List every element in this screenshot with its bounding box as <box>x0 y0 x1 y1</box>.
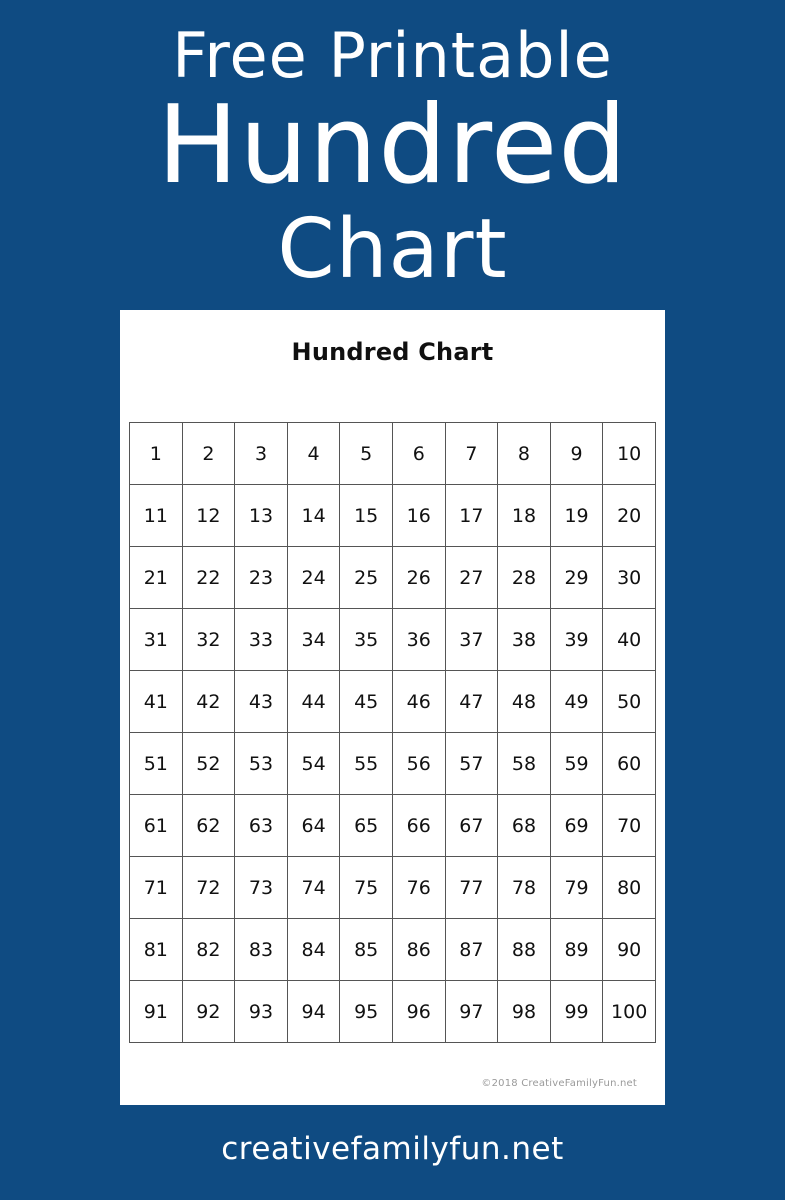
grid-cell: 87 <box>445 919 498 981</box>
grid-cell: 16 <box>392 485 445 547</box>
grid-cell: 10 <box>603 423 656 485</box>
table-row <box>130 485 656 547</box>
grid-cell: 89 <box>550 919 603 981</box>
grid-cell: 27 <box>445 547 498 609</box>
grid-cell: 53 <box>235 733 288 795</box>
table-row <box>130 671 656 733</box>
table-row <box>130 733 656 795</box>
grid-cell: 4 <box>287 423 340 485</box>
grid-cell: 80 <box>603 857 656 919</box>
grid-cell: 84 <box>287 919 340 981</box>
grid-cell: 45 <box>340 671 393 733</box>
grid-cell: 35 <box>340 609 393 671</box>
grid-cell: 6 <box>392 423 445 485</box>
grid-cell: 88 <box>498 919 551 981</box>
grid-cell: 20 <box>603 485 656 547</box>
grid-cell: 69 <box>550 795 603 857</box>
grid-cell: 34 <box>287 609 340 671</box>
grid-cell: 86 <box>392 919 445 981</box>
grid-cell: 52 <box>182 733 235 795</box>
grid-cell: 9 <box>550 423 603 485</box>
grid-cell: 99 <box>550 981 603 1043</box>
grid-cell: 75 <box>340 857 393 919</box>
table-row <box>130 423 656 485</box>
grid-cell: 23 <box>235 547 288 609</box>
grid-cell: 24 <box>287 547 340 609</box>
grid-cell: 70 <box>603 795 656 857</box>
grid-cell: 44 <box>287 671 340 733</box>
grid-cell: 79 <box>550 857 603 919</box>
grid-cell: 65 <box>340 795 393 857</box>
grid-cell: 15 <box>340 485 393 547</box>
grid-cell: 59 <box>550 733 603 795</box>
grid-cell: 12 <box>182 485 235 547</box>
grid-cell: 72 <box>182 857 235 919</box>
grid-cell: 13 <box>235 485 288 547</box>
grid-cell: 60 <box>603 733 656 795</box>
grid-cell: 25 <box>340 547 393 609</box>
table-row <box>130 547 656 609</box>
footer-website-url: creativefamilyfun.net <box>221 1131 564 1167</box>
grid-cell: 85 <box>340 919 393 981</box>
grid-cell: 8 <box>498 423 551 485</box>
grid-cell: 43 <box>235 671 288 733</box>
table-row <box>130 857 656 919</box>
grid-cell: 55 <box>340 733 393 795</box>
grid-cell: 57 <box>445 733 498 795</box>
grid-cell: 98 <box>498 981 551 1043</box>
grid-cell: 28 <box>498 547 551 609</box>
grid-cell: 11 <box>130 485 183 547</box>
hundred-chart-body <box>130 423 656 1043</box>
headline-line-hundred: Hundred <box>157 83 628 208</box>
grid-cell: 81 <box>130 919 183 981</box>
grid-cell: 26 <box>392 547 445 609</box>
grid-cell: 42 <box>182 671 235 733</box>
hundred-chart-table <box>129 422 656 1043</box>
grid-cell: 74 <box>287 857 340 919</box>
grid-cell: 76 <box>392 857 445 919</box>
table-row <box>130 919 656 981</box>
copyright-text: ©2018 CreativeFamilyFun.net <box>481 1078 637 1089</box>
grid-cell: 14 <box>287 485 340 547</box>
grid-cell: 62 <box>182 795 235 857</box>
grid-cell: 95 <box>340 981 393 1043</box>
grid-cell: 29 <box>550 547 603 609</box>
grid-cell: 96 <box>392 981 445 1043</box>
grid-cell: 5 <box>340 423 393 485</box>
grid-cell: 32 <box>182 609 235 671</box>
table-row <box>130 795 656 857</box>
grid-cell: 97 <box>445 981 498 1043</box>
headline-line-chart: Chart <box>277 202 508 297</box>
grid-cell: 17 <box>445 485 498 547</box>
grid-cell: 22 <box>182 547 235 609</box>
grid-cell: 30 <box>603 547 656 609</box>
grid-cell: 90 <box>603 919 656 981</box>
grid-cell: 58 <box>498 733 551 795</box>
grid-cell: 64 <box>287 795 340 857</box>
printable-sheet <box>120 310 665 1105</box>
hundred-chart-grid-wrapper <box>129 422 656 1043</box>
grid-cell: 82 <box>182 919 235 981</box>
grid-cell: 21 <box>130 547 183 609</box>
grid-cell: 18 <box>498 485 551 547</box>
grid-cell: 51 <box>130 733 183 795</box>
grid-cell: 71 <box>130 857 183 919</box>
sheet-title: Hundred Chart <box>291 338 494 366</box>
grid-cell: 38 <box>498 609 551 671</box>
grid-cell: 61 <box>130 795 183 857</box>
grid-cell: 91 <box>130 981 183 1043</box>
grid-cell: 37 <box>445 609 498 671</box>
grid-cell: 92 <box>182 981 235 1043</box>
grid-cell: 73 <box>235 857 288 919</box>
grid-cell: 78 <box>498 857 551 919</box>
grid-cell: 56 <box>392 733 445 795</box>
grid-cell: 48 <box>498 671 551 733</box>
grid-cell: 100 <box>603 981 656 1043</box>
grid-cell: 54 <box>287 733 340 795</box>
grid-cell: 7 <box>445 423 498 485</box>
grid-cell: 2 <box>182 423 235 485</box>
grid-cell: 1 <box>130 423 183 485</box>
grid-cell: 67 <box>445 795 498 857</box>
grid-cell: 66 <box>392 795 445 857</box>
grid-cell: 39 <box>550 609 603 671</box>
grid-cell: 46 <box>392 671 445 733</box>
grid-cell: 77 <box>445 857 498 919</box>
table-row <box>130 609 656 671</box>
grid-cell: 68 <box>498 795 551 857</box>
grid-cell: 83 <box>235 919 288 981</box>
grid-cell: 41 <box>130 671 183 733</box>
grid-cell: 63 <box>235 795 288 857</box>
grid-cell: 3 <box>235 423 288 485</box>
grid-cell: 40 <box>603 609 656 671</box>
grid-cell: 19 <box>550 485 603 547</box>
grid-cell: 36 <box>392 609 445 671</box>
grid-cell: 50 <box>603 671 656 733</box>
grid-cell: 47 <box>445 671 498 733</box>
grid-cell: 49 <box>550 671 603 733</box>
headline <box>0 0 785 298</box>
table-row <box>130 981 656 1043</box>
grid-cell: 31 <box>130 609 183 671</box>
grid-cell: 93 <box>235 981 288 1043</box>
headline-line-free: Free Printable <box>172 19 613 92</box>
grid-cell: 94 <box>287 981 340 1043</box>
grid-cell: 33 <box>235 609 288 671</box>
